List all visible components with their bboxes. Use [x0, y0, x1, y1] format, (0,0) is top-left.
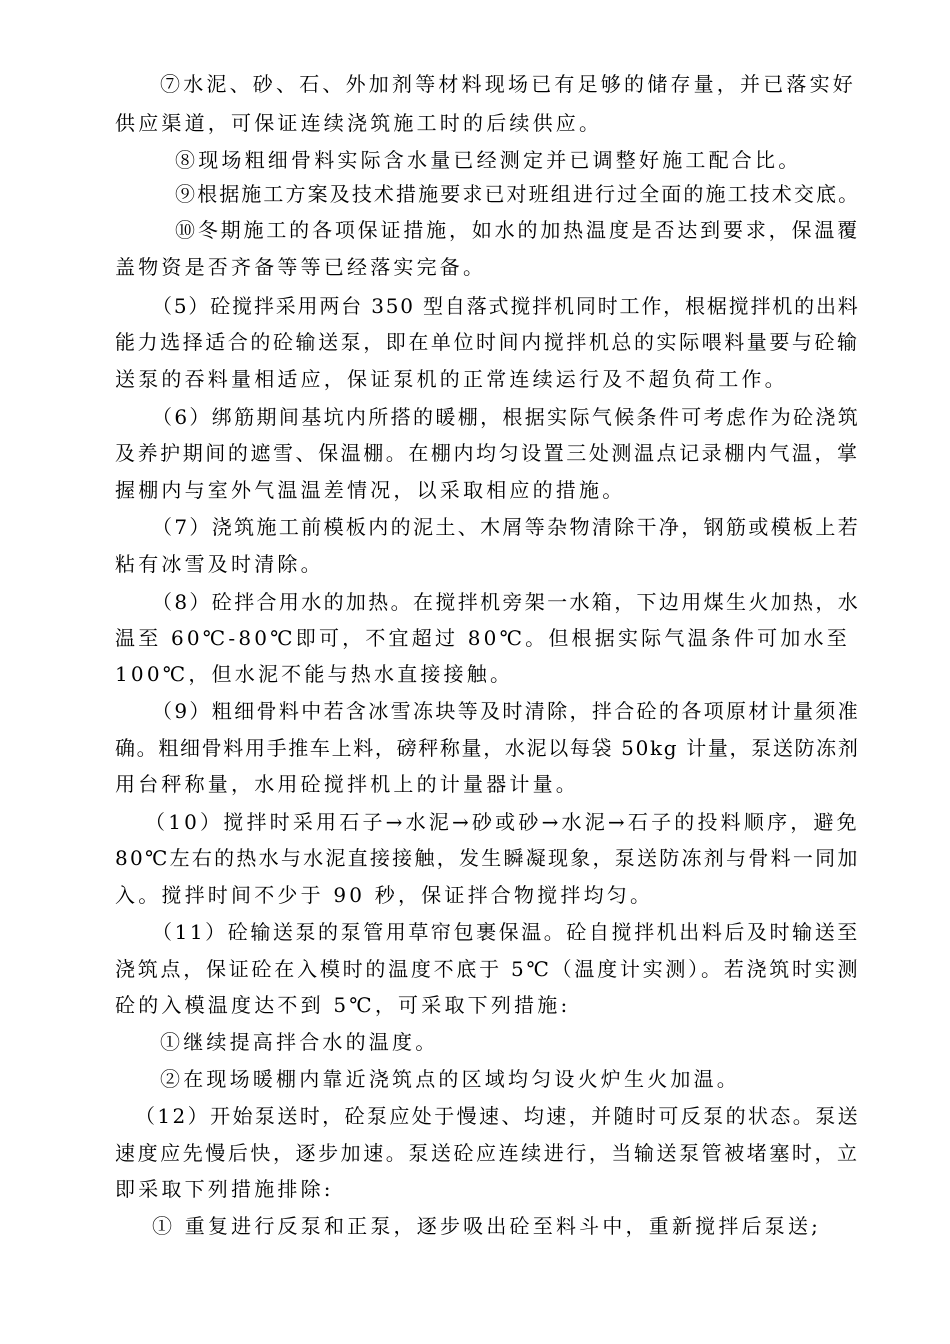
- paragraph-line: ⑧现场粗细骨料实际含水量已经测定并已调整好施工配合比。: [175, 148, 802, 172]
- paragraph-line: ⑦水泥、砂、石、外加剂等材料现场已有足够的储存量，并已落实好: [160, 72, 856, 96]
- paragraph-line: 盖物资是否齐备等等已经落实完备。: [115, 255, 487, 279]
- paragraph-line: 粘有冰雪及时清除。: [115, 552, 324, 576]
- paragraph-line: ① 重复进行反泵和正泵，逐步吸出砼至料斗中，重新搅拌后泵送;: [152, 1214, 822, 1238]
- paragraph-line: 用台秤称量，水用砼搅拌机上的计量器计量。: [115, 772, 579, 796]
- paragraph-line: 80℃左右的热水与水泥直接接触，发生瞬凝现象，泵送防冻剂与骨料一同加: [115, 846, 860, 870]
- paragraph-line: （5）砼搅拌采用两台 350 型自落式搅拌机同时工作，根椐搅拌机的出料: [152, 294, 860, 318]
- paragraph-line: （7）浇筑施工前模板内的泥土、木屑等杂物清除干净，钢筋或模板上若: [152, 515, 861, 539]
- paragraph-line: 送泵的吞料量相适应，保证泵机的正常连续运行及不超负荷工作。: [115, 367, 788, 391]
- paragraph-line: （8）砼拌合用水的加热。在搅拌机旁架一水箱，下边用煤生火加热，水: [152, 590, 861, 614]
- paragraph-line: 确。粗细骨料用手推车上料，磅秤称量，水泥以每袋 50kg 计量，泵送防冻剂: [115, 736, 860, 760]
- paragraph-line: （6）绑筋期间基坑内所搭的暖棚，根据实际气候条件可考虑作为砼浇筑: [152, 405, 861, 429]
- paragraph-line: 100℃，但水泥不能与热水直接接触。: [115, 662, 514, 686]
- paragraph-line: ⑩冬期施工的各项保证措施，如水的加热温度是否达到要求，保温覆: [175, 218, 860, 242]
- paragraph-line: 握棚内与室外气温温差情况，以采取相应的措施。: [115, 478, 626, 502]
- paragraph-line: ⑨根据施工方案及技术措施要求已对班组进行过全面的施工技术交底。: [175, 182, 861, 206]
- paragraph-line: 速度应先慢后快，逐步加速。泵送砼应连续进行，当输送泵管被堵塞时，立: [115, 1141, 860, 1165]
- paragraph-line: 及养护期间的遮雪、保温棚。在棚内均匀设置三处测温点记录棚内气温，掌: [115, 441, 860, 465]
- paragraph-line: 浇筑点，保证砼在入模时的温度不底于 5℃（温度计实测）。若浇筑时实测: [115, 957, 861, 981]
- paragraph-line: （9）粗细骨料中若含冰雪冻块等及时清除，拌合砼的各项原材计量须准: [152, 699, 861, 723]
- paragraph-line: 即采取下列措施排除:: [115, 1177, 334, 1201]
- paragraph-line: 温至 60℃-80℃即可，不宜超过 80℃。但根据实际气温条件可加水至: [115, 626, 850, 650]
- paragraph-line: 入。搅拌时间不少于 90 秒，保证拌合物搅拌均匀。: [115, 883, 654, 907]
- paragraph-line: ①继续提高拌合水的温度。: [160, 1030, 439, 1054]
- paragraph-line: （12）开始泵送时，砼泵应处于慢速、均速，并随时可反泵的状态。泵送: [135, 1104, 861, 1128]
- paragraph-line: 砼的入模温度达不到 5℃，可采取下列措施:: [115, 993, 571, 1017]
- paragraph-line: ②在现场暖棚内靠近浇筑点的区域均匀设火炉生火加温。: [160, 1067, 740, 1091]
- paragraph-line: 供应渠道，可保证连续浇筑施工时的后续供应。: [115, 111, 603, 135]
- paragraph-line: （11）砼输送泵的泵管用草帘包裹保温。砼自搅拌机出料后及时输送至: [152, 920, 860, 944]
- paragraph-line: 能力选择适合的砼输送泵，即在单位时间内搅拌机总的实际喂料量要与砼输: [115, 330, 860, 354]
- paragraph-line: （10）搅拌时采用石子→水泥→砂或砂→水泥→石子的投料顺序，避免: [145, 810, 860, 834]
